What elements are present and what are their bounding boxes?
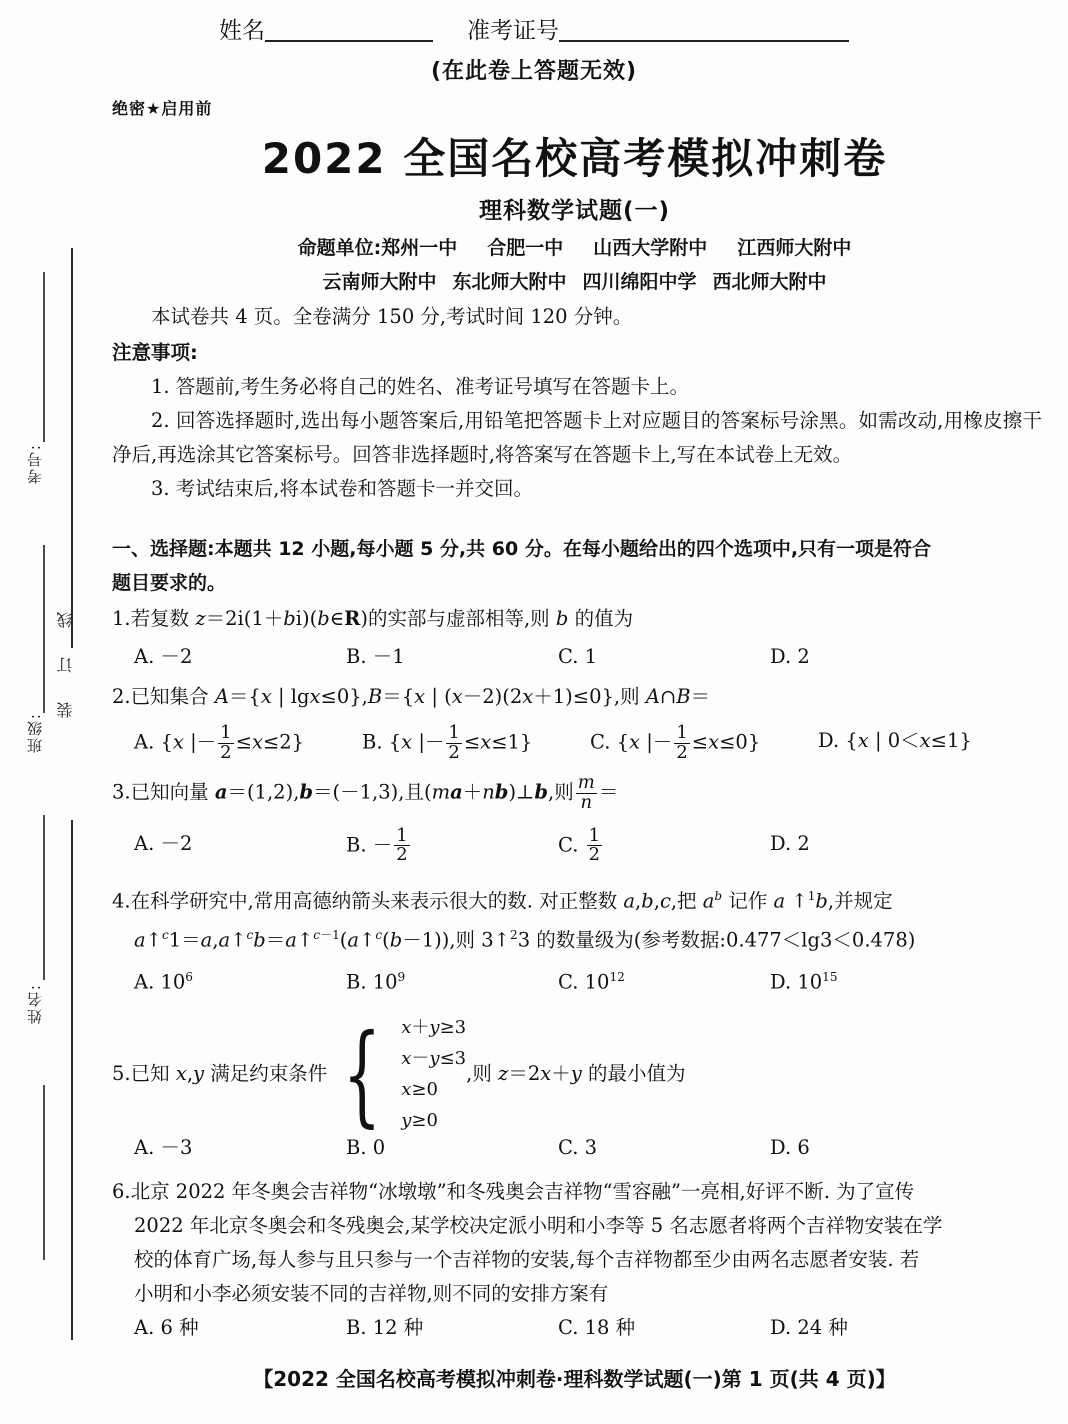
notice-heading [112, 336, 1042, 370]
question-5 [112, 1009, 1042, 1165]
question-3-option-a[interactable]: A. －2 [134, 831, 193, 855]
question-2-stem: 2.已知集合 A＝{x | lgx≤0},B＝{x | (x－2)(2x＋1)≤0},则 A∩B＝ [112, 685, 711, 708]
question-3-option-c[interactable]: C. $\frac{1}{2}$ [558, 824, 601, 866]
question-1 [112, 602, 1042, 674]
question-5-stem-post: ,则 z＝2x＋y 的最小值为 [466, 1062, 686, 1086]
question-6-stem-text-3: 校的体育广场,每人参与且只参与一个吉祥物的安装,每个吉祥物都至少由两名志愿者安装. 若 [134, 1248, 920, 1272]
question-2-option-b[interactable]: B. {x |－ $\frac{1}{2}$ ≤x≤1} [362, 722, 533, 763]
question-5-constraint-4: y≥0 [401, 1110, 438, 1132]
author-school-8: 西北师大附中 [712, 271, 827, 293]
page-subtitle: 理科数学试题(一) [478, 198, 671, 224]
question-1-option-c[interactable]: C. 1 [558, 645, 598, 668]
question-3-option-d[interactable]: D. 2 [770, 831, 810, 855]
question-4-option-a[interactable]: A. $10^6$ [134, 969, 193, 994]
notice-item-3 [112, 472, 1042, 506]
author-school-2: 合肥一中 [487, 237, 564, 259]
name-field-label: 姓名 [219, 18, 265, 44]
secrecy-label: 绝密★启用前 [112, 99, 213, 118]
question-6 [112, 1175, 1042, 1345]
question-6-stem-line-3 [112, 1243, 1042, 1277]
question-3-stem: 3.已知向量 a＝(1,2),b＝(－1,3),且(ma＋nb)⊥b,则 $\frac{m}{n}$ ＝ [112, 772, 619, 813]
notice-heading-text: 注意事项: [112, 341, 198, 364]
question-5-system [399, 1012, 466, 1136]
margin-rule-outer-segment-2 [43, 545, 45, 713]
student-fields-row [0, 12, 1068, 45]
margin-rule-outer-segment-1 [43, 272, 45, 442]
notice-item-1 [112, 370, 1042, 404]
question-5-constraint-1: x＋y≥3 [401, 1017, 467, 1039]
question-2-option-a[interactable]: A. {x |－ $\frac{1}{2}$ ≤x≤2} [134, 722, 305, 763]
notice-item-2 [112, 404, 1042, 472]
question-5-option-a[interactable]: A. －3 [134, 1136, 193, 1160]
author-school-5: 云南师大附中 [322, 271, 437, 293]
margin-label-seal-line: 装 订 线 [56, 600, 75, 719]
question-5-constraint-3: x≥0 [401, 1079, 438, 1101]
question-4-option-c[interactable]: C. $10^{12}$ [558, 969, 625, 994]
question-4 [112, 879, 1042, 1000]
question-5-number: 5. [112, 1062, 131, 1086]
margin-rule-outer-segment-3 [43, 815, 45, 980]
margin-label-class: 班级: [26, 712, 44, 754]
question-3 [112, 774, 1042, 865]
question-4-number: 4. [112, 889, 131, 913]
margin-rule-outer-segment-4 [43, 1085, 45, 1260]
question-4-stem-line-2: a↑$^c$1＝a,a↑$^c$b＝a↑$^{c-1}$(a↑$^c$(b－1)),则 3↑$^2$3 的数量级为(参考数据:0.477＜lg3＜0.478) [134, 928, 916, 952]
question-5-option-c[interactable]: C. 3 [558, 1136, 598, 1160]
question-2-number: 2. [112, 685, 131, 708]
margin-label-exam-no: 考号: [26, 443, 44, 485]
binding-rule-segment-bottom [71, 820, 73, 1340]
question-6-option-a[interactable]: A. 6 种 [134, 1316, 199, 1340]
question-3-options [112, 824, 1042, 866]
question-1-option-b[interactable]: B. －1 [346, 645, 405, 668]
question-5-constraint-2: x－y≤3 [401, 1048, 467, 1070]
question-1-stem: 1.若复数 z＝2i(1＋bi)(b∈R)的实部与虚部相等,则 b 的值为 [112, 607, 634, 630]
notice-item-2-text: 2. 回答选择题时,选出每小题答案后,用铅笔把答题卡上对应题目的答案标号涂黑。如需改动,用橡皮擦干净后,再选涂其它答案标号。回答非选择题时,将答案写在答题卡上,写在本试卷上无效。 [112, 409, 1042, 466]
question-6-number: 6. [112, 1180, 131, 1204]
question-2 [112, 680, 1042, 762]
question-6-stem-line-2 [112, 1209, 1042, 1243]
authors-label: 命题单位: [297, 237, 382, 259]
question-5-option-b[interactable]: B. 0 [346, 1136, 386, 1160]
question-5-stem-pre: 已知 x,y 满足约束条件 [130, 1062, 328, 1086]
section-1-heading-text-1: 一、选择题:本题共 12 小题,每小题 5 分,共 60 分。在每小题给出的四个选项中,只有一项是符合 [112, 538, 932, 560]
section-1-heading-line-1 [112, 532, 1042, 566]
question-6-stem-text-1: 北京 2022 年冬奥会吉祥物“冰墩墩”和冬残奥会吉祥物“雪容融”一亮相,好评不断. 为了宣传 [130, 1180, 915, 1204]
question-1-option-a[interactable]: A. －2 [134, 645, 193, 668]
question-1-option-d[interactable]: D. 2 [770, 645, 810, 668]
author-school-1: 郑州一中 [381, 237, 458, 259]
question-6-stem-text-2: 2022 年北京冬奥会和冬残奥会,某学校决定派小明和小李等 5 名志愿者将两个吉祥物安装在学 [134, 1214, 943, 1238]
question-4-option-d[interactable]: D. $10^{15}$ [770, 969, 838, 994]
margin-label-name: 姓名: [26, 983, 44, 1025]
notice-item-1-text: 1. 答题前,考生务必将自己的姓名、准考证号填写在答题卡上。 [151, 375, 690, 398]
question-2-options [112, 724, 1042, 762]
author-schools-row-1 [95, 233, 1054, 260]
question-1-stem-pre: 若复数 [130, 607, 196, 630]
paper-info-text: 本试卷共 4 页。全卷满分 150 分,考试时间 120 分钟。 [151, 305, 633, 328]
author-school-3: 山西大学附中 [593, 237, 708, 259]
author-school-7: 四川绵阳中学 [582, 271, 697, 293]
page-title: 2022 全国名校高考模拟冲刺卷 [261, 134, 888, 183]
question-4-option-b[interactable]: B. $10^9$ [346, 969, 406, 994]
exam-id-field-blank[interactable] [559, 40, 849, 42]
paper-info-line [112, 300, 1042, 334]
question-1-number: 1. [112, 607, 131, 630]
exam-id-field-label: 准考证号 [467, 18, 559, 44]
question-3-number: 3. [112, 780, 131, 804]
question-5-stem [112, 1009, 1042, 1139]
question-1-options [112, 640, 1042, 674]
section-1-heading-line-2 [112, 566, 1042, 600]
author-school-4: 江西师大附中 [737, 237, 852, 259]
question-3-option-b[interactable]: B. － $\frac{1}{2}$ [346, 824, 408, 866]
binding-rule-segment-top [71, 248, 73, 648]
notice-item-3-text: 3. 考试结束后,将本试卷和答题卡一并交回。 [151, 477, 534, 500]
page-footer: 【2022 全国名校高考模拟冲刺卷·理科数学试题(一)第 1 页(共 4 页)】 [253, 1367, 896, 1391]
question-6-stem-text-4: 小明和小李必须安装不同的吉祥物,则不同的安排方案有 [134, 1282, 609, 1306]
question-2-option-d[interactable]: D. {x | 0＜x≤1} [818, 729, 972, 752]
author-school-6: 东北师大附中 [452, 271, 567, 293]
author-schools-row-2 [95, 267, 1054, 294]
name-field-blank[interactable] [265, 40, 433, 42]
question-6-options [112, 1311, 1042, 1345]
exam-body [112, 300, 1042, 1345]
question-6-option-b[interactable]: B. 12 种 [346, 1316, 424, 1340]
question-6-option-c[interactable]: C. 18 种 [558, 1316, 636, 1340]
section-1-heading-text-2: 题目要求的。 [112, 572, 227, 594]
question-6-stem-line-1 [112, 1175, 1042, 1209]
question-2-option-c[interactable]: C. {x |－ $\frac{1}{2}$ ≤x≤0} [590, 722, 761, 763]
system-brace: { [343, 1009, 382, 1138]
question-6-option-d[interactable]: D. 24 种 [770, 1316, 848, 1340]
question-6-stem-line-4 [112, 1277, 1042, 1311]
question-5-option-d[interactable]: D. 6 [770, 1136, 810, 1160]
question-4-stem-line-1: 4.在科学研究中,常用高德纳箭头来表示很大的数. 对正整数 a,b,c,把 $a^b$ 记作 a ↑$^1$b,并规定 [112, 888, 893, 913]
section-spacer [112, 506, 1042, 532]
question-5-options [112, 1131, 1042, 1165]
question-4-options [112, 960, 1042, 1000]
answer-invalid-note: (在此卷上答题无效) [430, 59, 638, 84]
